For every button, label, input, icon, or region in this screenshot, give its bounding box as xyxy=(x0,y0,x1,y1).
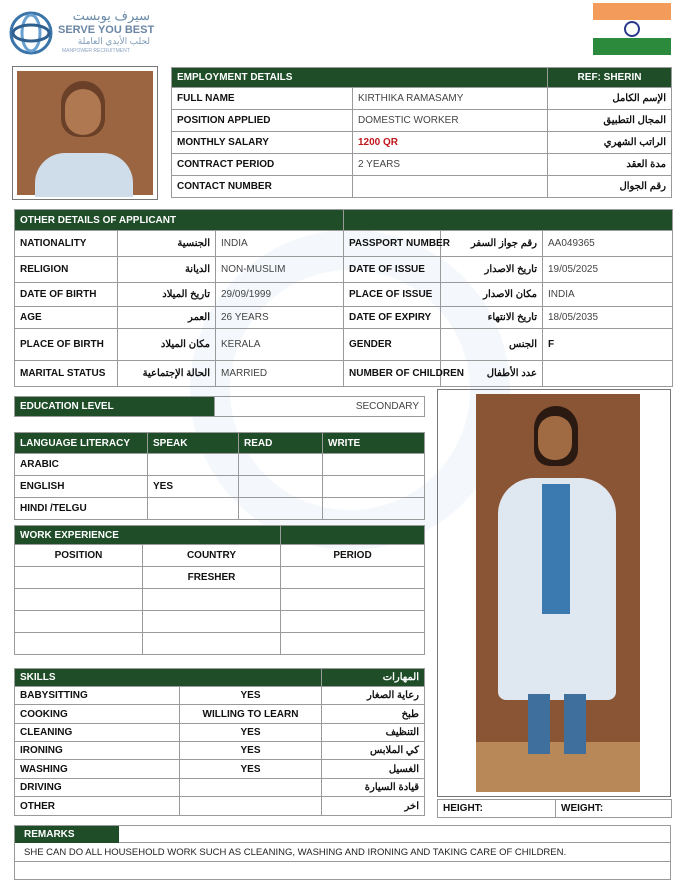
age-label: AGE xyxy=(15,307,118,329)
other-details-table xyxy=(14,209,673,387)
other-details-header: OTHER DETAILS OF APPLICANT xyxy=(15,210,344,231)
children-value xyxy=(543,361,673,387)
brand-sub: MANPOWER RECRUITMENT xyxy=(62,48,130,54)
skills-header: SKILLS xyxy=(15,669,322,687)
english-read xyxy=(239,476,323,498)
contact-label: CONTACT NUMBER xyxy=(172,176,353,198)
skill-cooking: COOKING xyxy=(15,705,180,724)
work-row-3-position xyxy=(15,611,143,633)
children-ar: عدد الأطفال xyxy=(441,361,543,387)
brand-name: SERVE YOU BEST xyxy=(58,24,155,36)
hindi-write xyxy=(323,498,425,520)
birthplace-value: KERALA xyxy=(216,329,344,361)
arabic-label: ARABIC xyxy=(15,454,148,476)
age-value: 26 YEARS xyxy=(216,307,344,329)
read-header: READ xyxy=(239,433,323,454)
skill-cleaning-ar: التنظيف xyxy=(322,724,425,742)
ref-label: REF: SHERIN xyxy=(548,68,672,88)
height-label: HEIGHT: xyxy=(438,800,556,818)
gender-value: F xyxy=(543,329,673,361)
passport-value: AA049365 xyxy=(543,231,673,257)
skill-cooking-value: WILLING TO LEARN xyxy=(180,705,322,724)
salary-ar: الراتب الشهري xyxy=(548,132,672,154)
english-label: ENGLISH xyxy=(15,476,148,498)
skill-driving: DRIVING xyxy=(15,779,180,797)
issue-date-value: 19/05/2025 xyxy=(543,257,673,283)
employment-table xyxy=(171,67,672,198)
contract-label: CONTRACT PERIOD xyxy=(172,154,353,176)
hindi-label: HINDI /TELGU xyxy=(15,498,148,520)
skill-cleaning: CLEANING xyxy=(15,724,180,742)
skill-ironing: IRONING xyxy=(15,742,180,760)
education-value: SECONDARY xyxy=(215,397,425,417)
skill-ironing-value: YES xyxy=(180,742,322,760)
work-header: WORK EXPERIENCE xyxy=(15,526,281,545)
passport-label: PASSPORT NUMBER xyxy=(344,231,441,257)
skill-washing-ar: الغسيل xyxy=(322,760,425,779)
skill-washing-value: YES xyxy=(180,760,322,779)
birthplace-ar: مكان الميلاد xyxy=(118,329,216,361)
work-row-2-period xyxy=(281,589,425,611)
expiry-value: 18/05/2035 xyxy=(543,307,673,329)
full-name-value: KIRTHIKA RAMASAMY xyxy=(353,88,548,110)
work-row-2-country xyxy=(143,589,281,611)
work-row-3-period xyxy=(281,611,425,633)
write-header: WRITE xyxy=(323,433,425,454)
issue-place-value: INDIA xyxy=(543,283,673,307)
birthplace-label: PLACE OF BIRTH xyxy=(15,329,118,361)
religion-label: RELIGION xyxy=(15,257,118,283)
applicant-full-photo xyxy=(437,389,671,797)
hindi-read xyxy=(239,498,323,520)
skill-ironing-ar: كي الملابس xyxy=(322,742,425,760)
remarks-text: SHE CAN DO ALL HOUSEHOLD WORK SUCH AS CLEANING, WASHING AND IRONING AND TAKING CARE OF CHILDREN. xyxy=(15,843,670,862)
skills-header-ar: المهارات xyxy=(322,669,425,687)
work-row-3-country xyxy=(143,611,281,633)
work-row-1-position xyxy=(15,567,143,589)
contract-value: 2 YEARS xyxy=(353,154,548,176)
skill-driving-value xyxy=(180,779,322,797)
skill-babysitting: BABYSITTING xyxy=(15,687,180,705)
skill-other-ar: اخر xyxy=(322,797,425,816)
marital-ar: الحالة الإجتماعية xyxy=(118,361,216,387)
remarks-section xyxy=(14,825,671,880)
skill-washing: WASHING xyxy=(15,760,180,779)
work-row-4-period xyxy=(281,633,425,655)
nationality-value: INDIA xyxy=(216,231,344,257)
language-table xyxy=(14,432,425,520)
language-header: LANGUAGE LITERACY xyxy=(15,433,148,454)
contract-ar: مدة العقد xyxy=(548,154,672,176)
work-row-4-position xyxy=(15,633,143,655)
skill-babysitting-ar: رعاية الصغار xyxy=(322,687,425,705)
position-col: POSITION xyxy=(15,545,143,567)
issue-place-ar: مكان الاصدار xyxy=(441,283,543,307)
english-speak: YES xyxy=(148,476,239,498)
dob-ar: تاريخ الميلاد xyxy=(118,283,216,307)
gender-ar: الجنس xyxy=(441,329,543,361)
logo xyxy=(8,8,158,58)
expiry-label: DATE OF EXPIRY xyxy=(344,307,441,329)
hindi-speak xyxy=(148,498,239,520)
issue-date-label: DATE OF ISSUE xyxy=(344,257,441,283)
work-experience-table xyxy=(14,525,425,655)
employment-header: EMPLOYMENT DETAILS xyxy=(172,68,548,88)
nationality-label: NATIONALITY xyxy=(15,231,118,257)
india-flag-icon xyxy=(593,3,671,55)
position-value: DOMESTIC WORKER xyxy=(353,110,548,132)
applicant-portrait xyxy=(12,66,158,200)
arabic-write xyxy=(323,454,425,476)
issue-place-label: PLACE OF ISSUE xyxy=(344,283,441,307)
brand-arabic: سيرف يوبست xyxy=(72,8,150,23)
work-row-1-country: FRESHER xyxy=(143,567,281,589)
children-label: NUMBER OF CHILDREN xyxy=(344,361,441,387)
weight-label: WEIGHT: xyxy=(556,800,672,818)
marital-value: MARRIED xyxy=(216,361,344,387)
remarks-header: REMARKS xyxy=(15,826,119,843)
speak-header: SPEAK xyxy=(148,433,239,454)
full-name-label: FULL NAME xyxy=(172,88,353,110)
arabic-read xyxy=(239,454,323,476)
skill-babysitting-value: YES xyxy=(180,687,322,705)
position-label: POSITION APPLIED xyxy=(172,110,353,132)
expiry-ar: تاريخ الانتهاء xyxy=(441,307,543,329)
skill-driving-ar: قيادة السيارة xyxy=(322,779,425,797)
country-col: COUNTRY xyxy=(143,545,281,567)
arabic-speak xyxy=(148,454,239,476)
work-row-4-country xyxy=(143,633,281,655)
dob-label: DATE OF BIRTH xyxy=(15,283,118,307)
religion-ar: الديانة xyxy=(118,257,216,283)
brand-tagline: لجلب الأيدي العاملة xyxy=(77,36,150,46)
skill-other-value xyxy=(180,797,322,816)
english-write xyxy=(323,476,425,498)
education-label: EDUCATION LEVEL xyxy=(15,397,215,417)
contact-ar: رقم الجوال xyxy=(548,176,672,198)
work-row-2-position xyxy=(15,589,143,611)
skill-other: OTHER xyxy=(15,797,180,816)
gender-label: GENDER xyxy=(344,329,441,361)
nationality-ar: الجنسية xyxy=(118,231,216,257)
height-weight-table xyxy=(437,799,672,818)
skills-table xyxy=(14,668,425,816)
religion-value: NON-MUSLIM xyxy=(216,257,344,283)
passport-ar: رقم جواز السفر xyxy=(441,231,543,257)
globe-knot-logo-icon xyxy=(8,10,54,56)
work-row-1-period xyxy=(281,567,425,589)
age-ar: العمر xyxy=(118,307,216,329)
skill-cooking-ar: طبخ xyxy=(322,705,425,724)
position-ar: المجال التطبيق xyxy=(548,110,672,132)
contact-value xyxy=(353,176,548,198)
salary-label: MONTHLY SALARY xyxy=(172,132,353,154)
dob-value: 29/09/1999 xyxy=(216,283,344,307)
skill-cleaning-value: YES xyxy=(180,724,322,742)
marital-label: MARITAL STATUS xyxy=(15,361,118,387)
issue-date-ar: تاريخ الاصدار xyxy=(441,257,543,283)
full-name-ar: الإسم الكامل xyxy=(548,88,672,110)
education-table xyxy=(14,396,425,417)
salary-value: 1200 QR xyxy=(353,132,548,154)
period-col: PERIOD xyxy=(281,545,425,567)
